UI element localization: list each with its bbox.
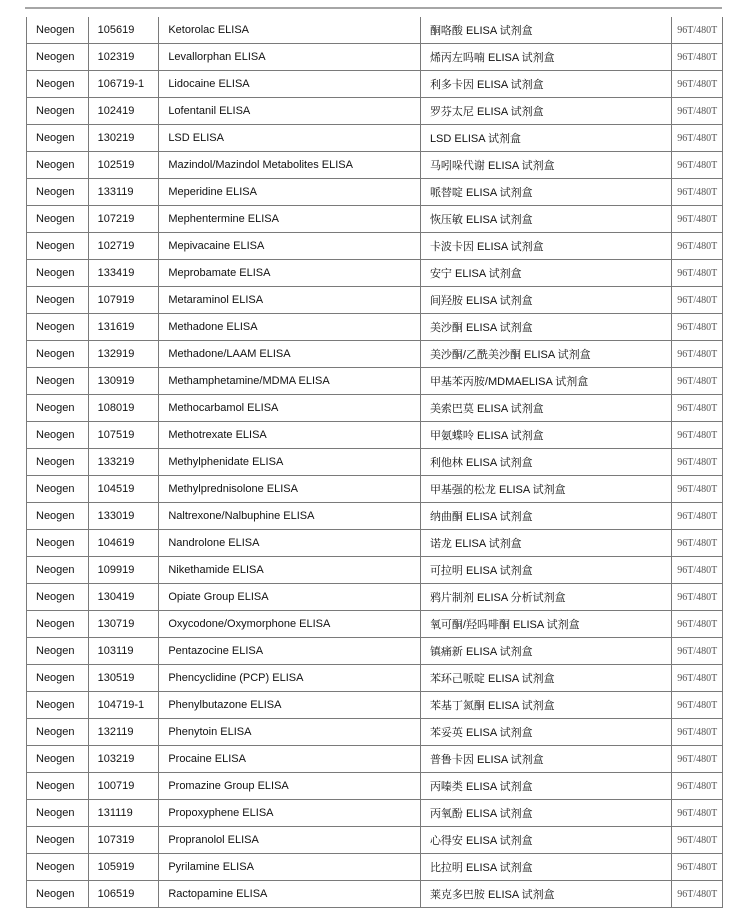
chinese-name-cell: 丙嗪类 ELISA 试剂盒	[420, 773, 672, 800]
catalog-number-cell: 108019	[88, 395, 159, 422]
table-row	[27, 287, 723, 314]
chinese-name-cell: 哌替啶 ELISA 试剂盒	[420, 179, 672, 206]
spec-cell: 96T/480T	[672, 719, 723, 746]
spec-cell: 96T/480T	[672, 881, 723, 908]
brand-cell: Neogen	[27, 881, 89, 908]
table-row	[27, 611, 723, 638]
table-row	[27, 71, 723, 98]
catalog-number-cell: 105619	[88, 17, 159, 44]
spec-cell: 96T/480T	[672, 827, 723, 854]
product-name-cell: Levallorphan ELISA	[159, 44, 421, 71]
spec-cell: 96T/480T	[672, 692, 723, 719]
product-name-cell: Lofentanil ELISA	[159, 98, 421, 125]
chinese-name-cell: 卡波卡因 ELISA 试剂盒	[420, 233, 672, 260]
chinese-name-cell: 美索巴莫 ELISA 试剂盒	[420, 395, 672, 422]
spec-cell: 96T/480T	[672, 98, 723, 125]
catalog-number-cell: 107219	[88, 206, 159, 233]
product-name-cell: Metaraminol ELISA	[159, 287, 421, 314]
catalog-number-cell: 130419	[88, 584, 159, 611]
catalog-number-cell: 106719-1	[88, 71, 159, 98]
brand-cell: Neogen	[27, 800, 89, 827]
brand-cell: Neogen	[27, 233, 89, 260]
catalog-number-cell: 132119	[88, 719, 159, 746]
chinese-name-cell: 苯基丁氮酮 ELISA 试剂盒	[420, 692, 672, 719]
brand-cell: Neogen	[27, 638, 89, 665]
brand-cell: Neogen	[27, 179, 89, 206]
chinese-name-cell: 利多卡因 ELISA 试剂盒	[420, 71, 672, 98]
product-name-cell: Promazine Group ELISA	[159, 773, 421, 800]
brand-cell: Neogen	[27, 71, 89, 98]
brand-cell: Neogen	[27, 503, 89, 530]
brand-cell: Neogen	[27, 44, 89, 71]
catalog-number-cell: 133119	[88, 179, 159, 206]
chinese-name-cell: 莱克多巴胺 ELISA 试剂盒	[420, 881, 672, 908]
brand-cell: Neogen	[27, 665, 89, 692]
table-row	[27, 800, 723, 827]
catalog-number-cell: 132919	[88, 341, 159, 368]
product-name-cell: Nikethamide ELISA	[159, 557, 421, 584]
product-name-cell: Propranolol ELISA	[159, 827, 421, 854]
spec-cell: 96T/480T	[672, 773, 723, 800]
product-name-cell: Pyrilamine ELISA	[159, 854, 421, 881]
brand-cell: Neogen	[27, 395, 89, 422]
product-name-cell: Methylprednisolone ELISA	[159, 476, 421, 503]
table-row	[27, 233, 723, 260]
table-row	[27, 665, 723, 692]
catalog-number-cell: 104719-1	[88, 692, 159, 719]
catalog-number-cell: 102319	[88, 44, 159, 71]
chinese-name-cell: 苯妥英 ELISA 试剂盒	[420, 719, 672, 746]
table-row	[27, 179, 723, 206]
table-row	[27, 314, 723, 341]
product-name-cell: LSD ELISA	[159, 125, 421, 152]
chinese-name-cell: 烯丙左吗喃 ELISA 试剂盒	[420, 44, 672, 71]
chinese-name-cell: 氧可酮/羟吗啡酮 ELISA 试剂盒	[420, 611, 672, 638]
brand-cell: Neogen	[27, 827, 89, 854]
table-row	[27, 854, 723, 881]
table-row	[27, 206, 723, 233]
spec-cell: 96T/480T	[672, 800, 723, 827]
product-name-cell: Mazindol/Mazindol Metabolites ELISA	[159, 152, 421, 179]
product-name-cell: Oxycodone/Oxymorphone ELISA	[159, 611, 421, 638]
table-row	[27, 746, 723, 773]
spec-cell: 96T/480T	[672, 854, 723, 881]
product-name-cell: Meperidine ELISA	[159, 179, 421, 206]
brand-cell: Neogen	[27, 98, 89, 125]
spec-cell: 96T/480T	[672, 125, 723, 152]
product-name-cell: Ketorolac ELISA	[159, 17, 421, 44]
catalog-number-cell: 100719	[88, 773, 159, 800]
catalog-number-cell: 133019	[88, 503, 159, 530]
spec-cell: 96T/480T	[672, 476, 723, 503]
table-row	[27, 692, 723, 719]
chinese-name-cell: 间羟胺 ELISA 试剂盒	[420, 287, 672, 314]
product-name-cell: Methocarbamol ELISA	[159, 395, 421, 422]
catalog-number-cell: 107319	[88, 827, 159, 854]
catalog-number-cell: 104519	[88, 476, 159, 503]
spec-cell: 96T/480T	[672, 503, 723, 530]
brand-cell: Neogen	[27, 530, 89, 557]
spec-cell: 96T/480T	[672, 584, 723, 611]
spec-cell: 96T/480T	[672, 611, 723, 638]
spec-cell: 96T/480T	[672, 152, 723, 179]
product-name-cell: Meprobamate ELISA	[159, 260, 421, 287]
chinese-name-cell: 利他林 ELISA 试剂盒	[420, 449, 672, 476]
product-name-cell: Procaine ELISA	[159, 746, 421, 773]
catalog-number-cell: 103219	[88, 746, 159, 773]
catalog-number-cell: 102519	[88, 152, 159, 179]
chinese-name-cell: 比拉明 ELISA 试剂盒	[420, 854, 672, 881]
catalog-number-cell: 102419	[88, 98, 159, 125]
catalog-number-cell: 130719	[88, 611, 159, 638]
catalog-number-cell: 104619	[88, 530, 159, 557]
table-row	[27, 476, 723, 503]
chinese-name-cell: 安宁 ELISA 试剂盒	[420, 260, 672, 287]
brand-cell: Neogen	[27, 17, 89, 44]
chinese-name-cell: 可拉明 ELISA 试剂盒	[420, 557, 672, 584]
product-name-cell: Methotrexate ELISA	[159, 422, 421, 449]
table-row	[27, 584, 723, 611]
table-row	[27, 557, 723, 584]
chinese-name-cell: 甲基强的松龙 ELISA 试剂盒	[420, 476, 672, 503]
product-name-cell: Nandrolone ELISA	[159, 530, 421, 557]
chinese-name-cell: 普鲁卡因 ELISA 试剂盒	[420, 746, 672, 773]
table-row	[27, 503, 723, 530]
table-row	[27, 449, 723, 476]
spec-cell: 96T/480T	[672, 287, 723, 314]
spec-cell: 96T/480T	[672, 746, 723, 773]
product-name-cell: Phenylbutazone ELISA	[159, 692, 421, 719]
top-rule	[25, 7, 722, 9]
spec-cell: 96T/480T	[672, 422, 723, 449]
table-row	[27, 98, 723, 125]
catalog-number-cell: 109919	[88, 557, 159, 584]
table-row	[27, 719, 723, 746]
chinese-name-cell: 马吲哚代谢 ELISA 试剂盒	[420, 152, 672, 179]
table-row	[27, 827, 723, 854]
brand-cell: Neogen	[27, 476, 89, 503]
spec-cell: 96T/480T	[672, 638, 723, 665]
brand-cell: Neogen	[27, 692, 89, 719]
catalog-number-cell: 103119	[88, 638, 159, 665]
table-row	[27, 530, 723, 557]
chinese-name-cell: 罗芬太尼 ELISA 试剂盒	[420, 98, 672, 125]
product-name-cell: Naltrexone/Nalbuphine ELISA	[159, 503, 421, 530]
chinese-name-cell: 甲基苯丙胺/MDMAELISA 试剂盒	[420, 368, 672, 395]
chinese-name-cell: LSD ELISA 试剂盒	[420, 125, 672, 152]
catalog-number-cell: 130519	[88, 665, 159, 692]
spec-cell: 96T/480T	[672, 665, 723, 692]
catalog-number-cell: 107519	[88, 422, 159, 449]
brand-cell: Neogen	[27, 368, 89, 395]
catalog-number-cell: 133419	[88, 260, 159, 287]
brand-cell: Neogen	[27, 557, 89, 584]
chinese-name-cell: 恢压敏 ELISA 试剂盒	[420, 206, 672, 233]
spec-cell: 96T/480T	[672, 314, 723, 341]
brand-cell: Neogen	[27, 422, 89, 449]
chinese-name-cell: 美沙酮 ELISA 试剂盒	[420, 314, 672, 341]
product-name-cell: Methamphetamine/MDMA ELISA	[159, 368, 421, 395]
table-row	[27, 260, 723, 287]
brand-cell: Neogen	[27, 719, 89, 746]
table-row	[27, 422, 723, 449]
brand-cell: Neogen	[27, 854, 89, 881]
table-row	[27, 881, 723, 908]
chinese-name-cell: 甲氨蝶呤 ELISA 试剂盒	[420, 422, 672, 449]
table-row	[27, 395, 723, 422]
catalog-number-cell: 130919	[88, 368, 159, 395]
spec-cell: 96T/480T	[672, 395, 723, 422]
product-name-cell: Lidocaine ELISA	[159, 71, 421, 98]
catalog-number-cell: 102719	[88, 233, 159, 260]
brand-cell: Neogen	[27, 314, 89, 341]
table-row	[27, 17, 723, 44]
table-row	[27, 341, 723, 368]
table-row	[27, 152, 723, 179]
product-name-cell: Methadone ELISA	[159, 314, 421, 341]
chinese-name-cell: 美沙酮/乙酰美沙酮 ELISA 试剂盒	[420, 341, 672, 368]
product-name-cell: Mephentermine ELISA	[159, 206, 421, 233]
spec-cell: 96T/480T	[672, 44, 723, 71]
spec-cell: 96T/480T	[672, 341, 723, 368]
spec-cell: 96T/480T	[672, 206, 723, 233]
product-name-cell: Methadone/LAAM ELISA	[159, 341, 421, 368]
chinese-name-cell: 心得安 ELISA 试剂盒	[420, 827, 672, 854]
product-name-cell: Phenytoin ELISA	[159, 719, 421, 746]
brand-cell: Neogen	[27, 341, 89, 368]
table-row	[27, 125, 723, 152]
table-row	[27, 368, 723, 395]
spec-cell: 96T/480T	[672, 233, 723, 260]
product-name-cell: Opiate Group ELISA	[159, 584, 421, 611]
brand-cell: Neogen	[27, 773, 89, 800]
table-row	[27, 773, 723, 800]
chinese-name-cell: 苯环己哌啶 ELISA 试剂盒	[420, 665, 672, 692]
spec-cell: 96T/480T	[672, 17, 723, 44]
spec-cell: 96T/480T	[672, 368, 723, 395]
product-name-cell: Methylphenidate ELISA	[159, 449, 421, 476]
chinese-name-cell: 镇痛新 ELISA 试剂盒	[420, 638, 672, 665]
brand-cell: Neogen	[27, 125, 89, 152]
catalog-number-cell: 105919	[88, 854, 159, 881]
catalog-number-cell: 131619	[88, 314, 159, 341]
chinese-name-cell: 丙氧酚 ELISA 试剂盒	[420, 800, 672, 827]
catalog-number-cell: 107919	[88, 287, 159, 314]
chinese-name-cell: 纳曲酮 ELISA 试剂盒	[420, 503, 672, 530]
brand-cell: Neogen	[27, 746, 89, 773]
chinese-name-cell: 诺龙 ELISA 试剂盒	[420, 530, 672, 557]
table-row	[27, 638, 723, 665]
product-name-cell: Phencyclidine (PCP) ELISA	[159, 665, 421, 692]
spec-cell: 96T/480T	[672, 260, 723, 287]
product-name-cell: Ractopamine ELISA	[159, 881, 421, 908]
catalog-number-cell: 130219	[88, 125, 159, 152]
brand-cell: Neogen	[27, 611, 89, 638]
brand-cell: Neogen	[27, 287, 89, 314]
catalog-number-cell: 133219	[88, 449, 159, 476]
brand-cell: Neogen	[27, 584, 89, 611]
spec-cell: 96T/480T	[672, 179, 723, 206]
chinese-name-cell: 酮咯酸 ELISA 试剂盒	[420, 17, 672, 44]
spec-cell: 96T/480T	[672, 530, 723, 557]
product-table	[26, 17, 723, 908]
catalog-number-cell: 131119	[88, 800, 159, 827]
brand-cell: Neogen	[27, 152, 89, 179]
brand-cell: Neogen	[27, 260, 89, 287]
product-name-cell: Pentazocine ELISA	[159, 638, 421, 665]
brand-cell: Neogen	[27, 206, 89, 233]
product-name-cell: Propoxyphene ELISA	[159, 800, 421, 827]
spec-cell: 96T/480T	[672, 71, 723, 98]
spec-cell: 96T/480T	[672, 449, 723, 476]
catalog-number-cell: 106519	[88, 881, 159, 908]
brand-cell: Neogen	[27, 449, 89, 476]
spec-cell: 96T/480T	[672, 557, 723, 584]
product-name-cell: Mepivacaine ELISA	[159, 233, 421, 260]
chinese-name-cell: 鸦片制剂 ELISA 分析试剂盒	[420, 584, 672, 611]
table-row	[27, 44, 723, 71]
